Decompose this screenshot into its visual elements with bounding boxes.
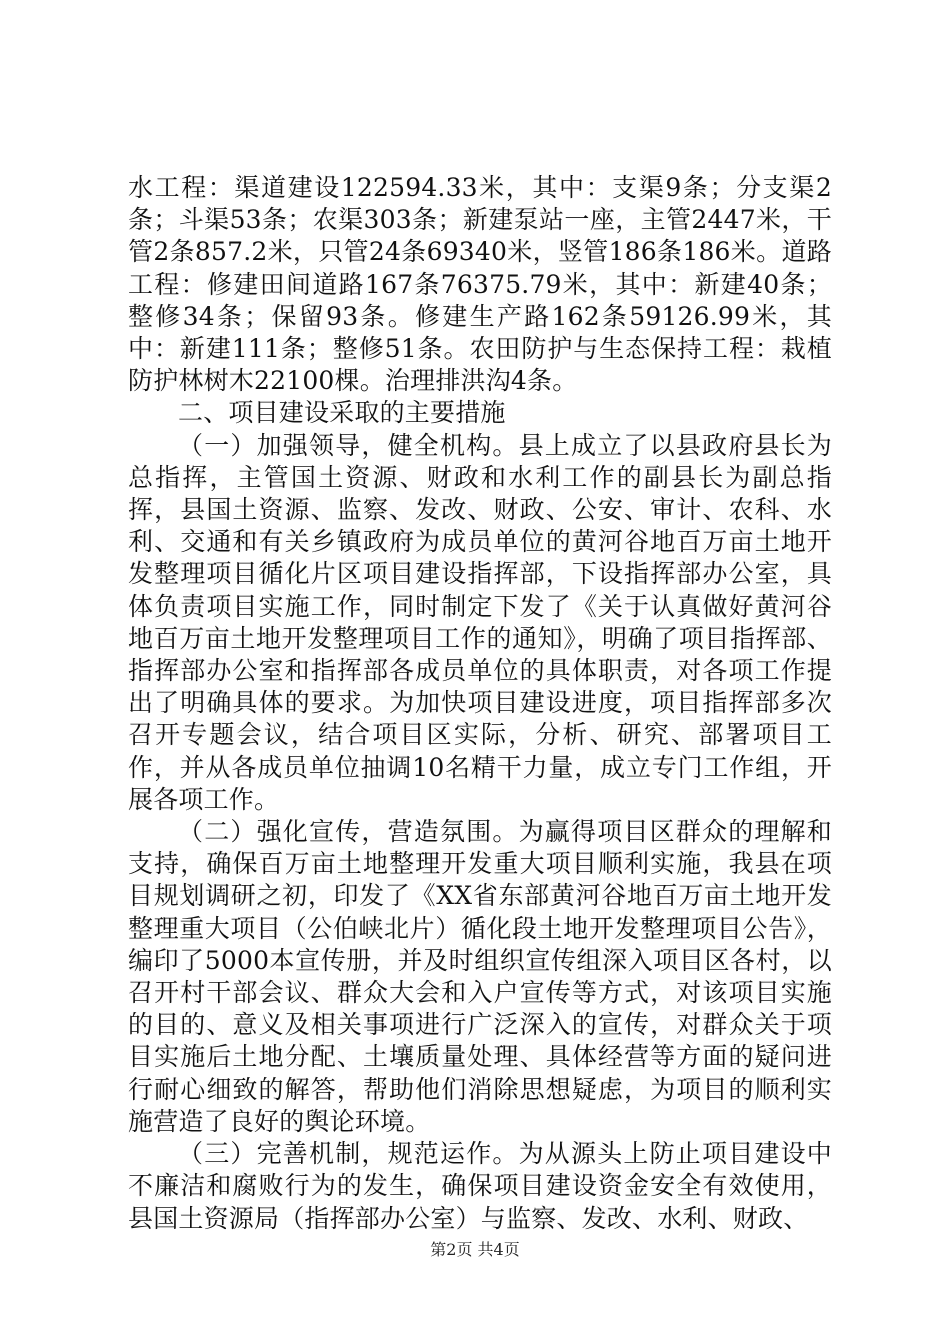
document-body (128, 172, 832, 1235)
paragraph-publicity: （二）强化宣传，营造氛围。为赢得项目区群众的理解和支持，确保百万亩土地整理开发重大项目顺利实施，我县在项目规划调研之初，印发了《XX省东部黄河谷地百万亩土地开发整理重大项目（公伯峡北片）循化段土地开发整理项目公告》，编印了5000本宣传册，并及时组织宣传组深入项目区各村，以召开村干部会议、群众大会和入户宣传等方式，对该项目实施的目的、意义及相关事项进行广泛深入的宣传，对群众关于项目实施后土地分配、土壤质量处理、具体经营等方面的疑问进行耐心细致的解答，帮助他们消除思想疑虑，为项目的顺利实施营造了良好的舆论环境。 (128, 817, 832, 1136)
paragraph-mechanism: （三）完善机制，规范运作。为从源头上防止项目建设中不廉洁和腐败行为的发生，确保项目建设资金安全有效使用，县国土资源局（指挥部办公室）与监察、发改、水利、财政、 (128, 1139, 832, 1233)
paragraph-leadership: （一）加强领导，健全机构。县上成立了以县政府县长为总指挥，主管国土资源、财政和水利工作的副县长为副总指挥，县国土资源、监察、发改、财政、公安、审计、农科、水利、交通和有关乡镇政府为成员单位的黄河谷地百万亩土地开发整理项目循化片区项目建设指挥部，下设指挥部办公室，具体负责项目实施工作，同时制定下发了《关于认真做好黄河谷地百万亩土地开发整理项目工作的通知》，明确了项目指挥部、指挥部办公室和指挥部各成员单位的具体职责，对各项工作提出了明确具体的要求。为加快项目建设进度，项目指挥部多次召开专题会议，结合项目区实际，分析、研究、部署项目工作，并从各成员单位抽调10名精干力量，成立专门工作组，开展各项工作。 (128, 430, 832, 814)
page-number-footer: 第2页 共4页 (430, 1240, 520, 1259)
section-heading-main-measures: 二、项目建设采取的主要措施 (178, 398, 506, 428)
paragraph-engineering-summary: 水工程：渠道建设122594.33米，其中：支渠9条；分支渠2条；斗渠53条；农渠303条；新建泵站一座，主管2447米，干管2条857.2米，只管24条69340米，竖管186条186米。道路工程：修建田间道路167条76375.79米，其中：新建40条；整修34条；保留93条。修建生产路162条59126.99米，其中：新建111条；整修51条。农田防护与生态保持工程：栽植防护林树木22100棵。治理排洪沟4条。 (128, 173, 832, 396)
